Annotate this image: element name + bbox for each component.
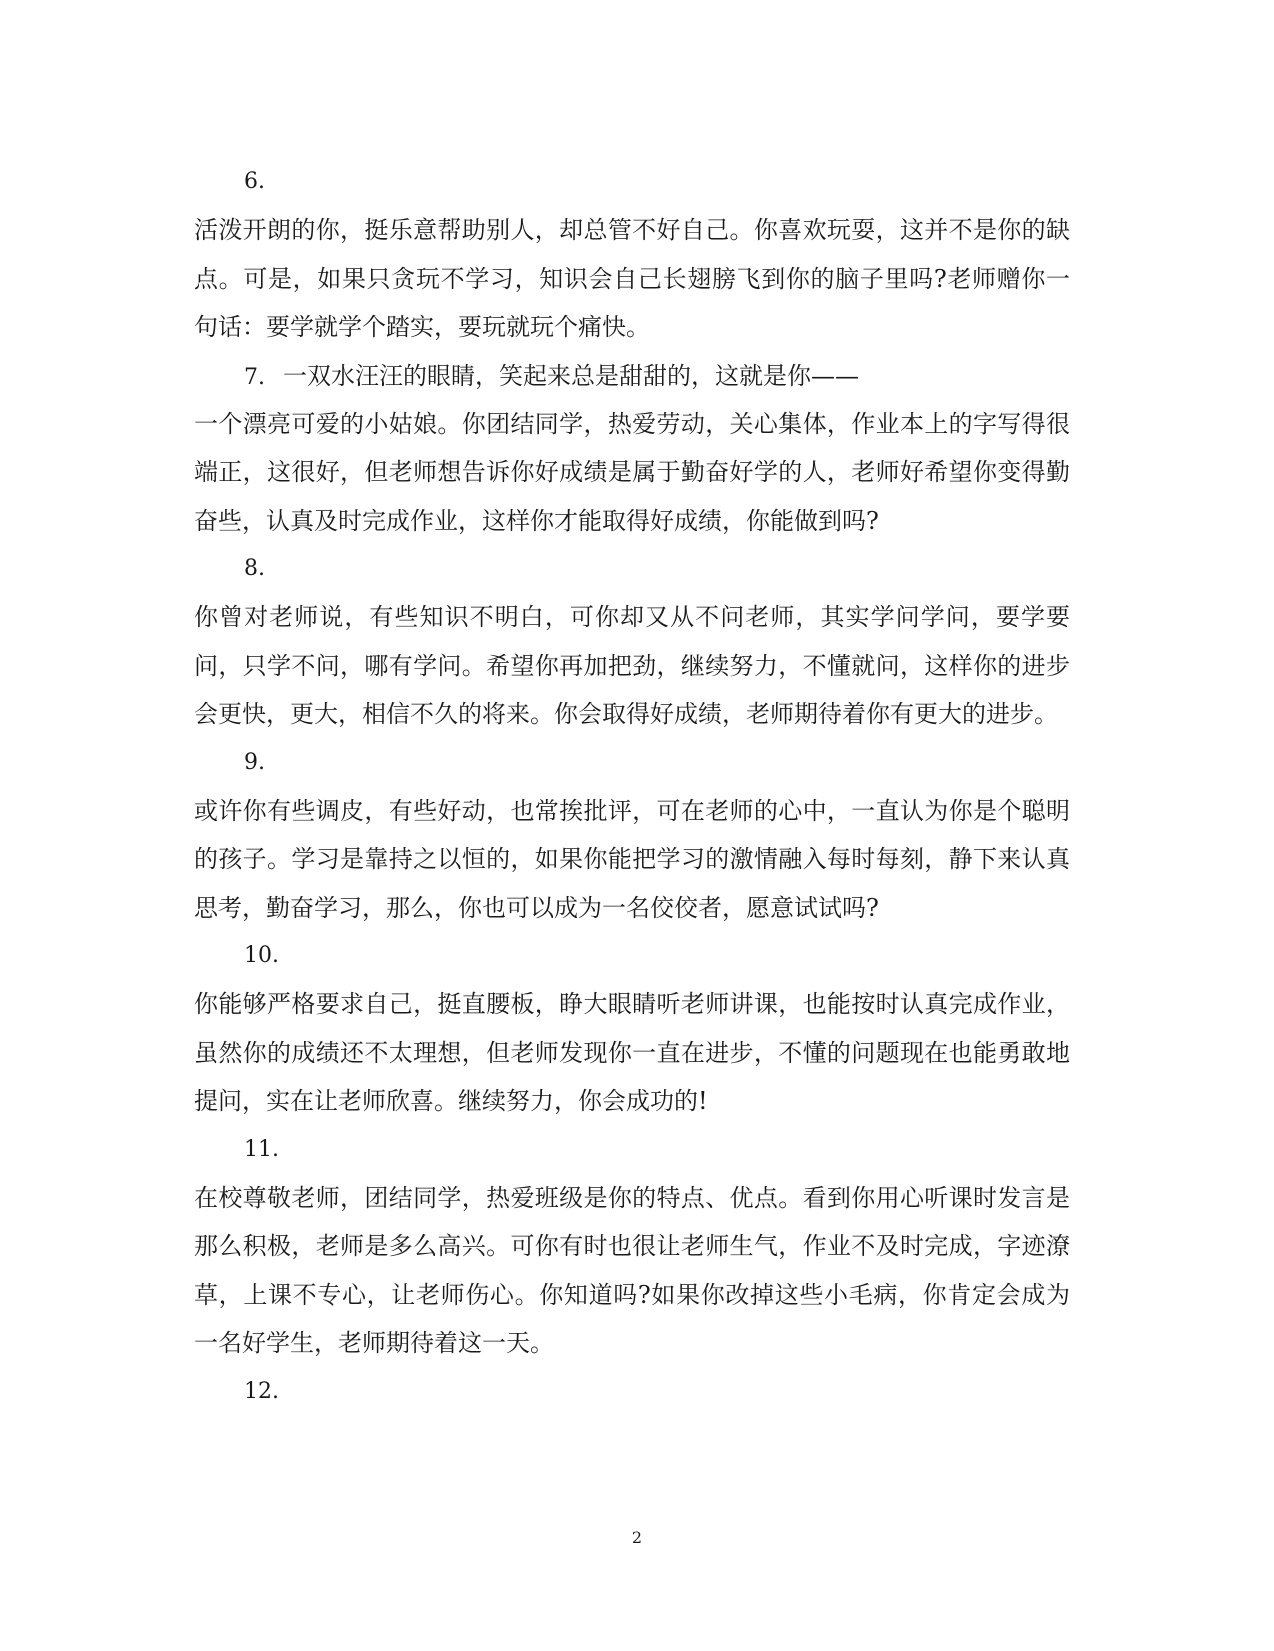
entry-number-11: 11. bbox=[244, 1136, 279, 1162]
entry-number-6: 6. bbox=[244, 169, 265, 194]
entry-text-7: 一个漂亮可爱的小姑娘。你团结同学，热爱劳动，关心集体，作业本上的字写得很端正，这很好，但老师想告诉你好成绩是属于勤奋好学的人，老师好希望你变得勤奋些，认真及时完成作业，这样你才能取得好成绩，你能做到吗? bbox=[194, 409, 1070, 535]
entry-text-11: 在校尊敬老师，团结同学，热爱班级是你的特点、优点。看到你用心听课时发言是那么积极，老师是多么高兴。可你有时也很让老师生气，作业不及时完成，字迹潦草，上课不专心，让老师伤心。你知道吗?如果你改掉这些小毛病，你肯定会成为一名好学生，老师期待着这一天。 bbox=[194, 1183, 1070, 1357]
entry-number-10: 10. bbox=[244, 943, 279, 968]
entry-text-8: 你曾对老师说，有些知识不明白，可你却又从不问老师，其实学问学问，要学要问，只学不问，哪有学问。希望你再加把劲，继续努力，不懂就问，这样你的进步会更快，更大，相信不久的将来。你会取得好成绩，老师期待着你有更大的进步。 bbox=[194, 603, 1070, 728]
entry-number-8: 8. bbox=[244, 556, 265, 581]
entry-lead-text-7: 一双水汪汪的眼睛，笑起来总是甜甜的，这就是你—— bbox=[283, 361, 859, 390]
entry-lead-7 bbox=[194, 352, 1070, 400]
entry-number-7: 7. bbox=[244, 364, 265, 390]
entry-text-6: 活泼开朗的你，挺乐意帮助别人，却总管不好自己。你喜欢玩耍，这并不是你的缺点。可是，如果只贪玩不学习，知识会自己长翅膀飞到你的脑子里吗?老师赠你一句话：要学就学个踏实，要玩就玩个痛快。 bbox=[194, 216, 1070, 341]
entry-number-12: 12. bbox=[244, 1378, 279, 1404]
page-number: 2 bbox=[631, 1528, 643, 1547]
entry-text-9: 或许你有些调皮，有些好动，也常挨批评，可在老师的心中，一直认为你是个聪明的孩子。学习是靠持之以恒的，如果你能把学习的激情融入每时每刻，静下来认真思考，勤奋学习，那么，你也可以成为一名佼佼者，愿意试试吗? bbox=[194, 796, 1070, 922]
entry-number-9: 9. bbox=[244, 749, 265, 775]
document-body bbox=[194, 158, 1070, 1416]
entry-text-10: 你能够严格要求自己，挺直腰板，睁大眼睛听老师讲课，也能按时认真完成作业，虽然你的成绩还不太理想，但老师发现你一直在进步，不懂的问题现在也能勇敢地提问，实在让老师欣喜。继续努力，你会成功的! bbox=[194, 990, 1070, 1115]
